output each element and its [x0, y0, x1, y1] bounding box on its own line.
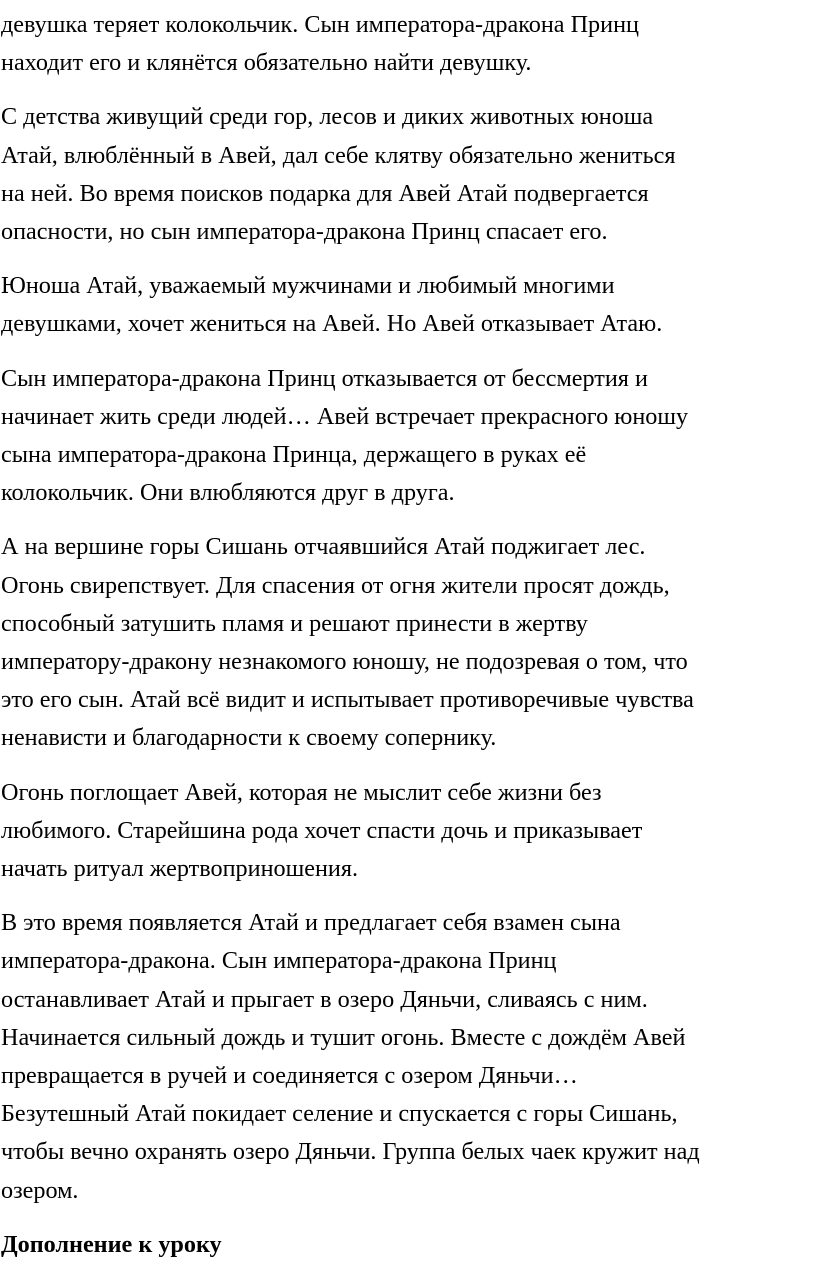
- text-line: начать ритуал жертвоприношения.: [1, 855, 359, 883]
- text-line: Огонь поглощает Авей, которая не мыслит себе жизни без: [1, 778, 602, 806]
- text-line: девушками, хочет жениться на Авей. Но Авей отказывает Атаю.: [1, 310, 663, 338]
- text-line: императору-дракону незнакомого юношу, не подозревая о том, что: [1, 648, 688, 676]
- text-line: находит его и клянётся обязательно найти девушку.: [1, 49, 532, 77]
- text-line: Огонь свирепствует. Для спасения от огня жители просят дождь,: [1, 571, 670, 599]
- text-line: С детства живущий среди гор, лесов и диких животных юноша: [1, 103, 654, 131]
- text-line: чтобы вечно охранять озеро Дяньчи. Группа белых чаек кружит над: [1, 1138, 700, 1166]
- text-line: В это время появляется Атай и предлагает себя взамен сына: [1, 909, 621, 937]
- text-line: останавливает Атай и прыгает в озеро Дяньчи, сливаясь с ним.: [1, 985, 648, 1013]
- paragraph-7: [1, 904, 816, 1210]
- paragraph-4: [1, 360, 816, 513]
- text-line: императора-дракона. Сын императора-дракона Принц: [1, 947, 557, 975]
- text-line: любимого. Старейшина рода хочет спасти дочь и приказывает: [1, 816, 643, 844]
- text-line: колокольчик. Они влюбляются друг в друга.: [1, 479, 455, 507]
- text-line: Начинается сильный дождь и тушит огонь. Вместе с дождём Авей: [1, 1023, 686, 1051]
- text-line: девушка теряет колокольчик. Сын императора-дракона Принц: [1, 11, 639, 38]
- text-line: А на вершине горы Сишань отчаявшийся Атай поджигает лес.: [1, 533, 646, 561]
- text-line: Юноша Атай, уважаемый мужчинами и любимый многими: [1, 272, 615, 300]
- paragraph-1: [1, 6, 816, 82]
- text-line: Безутешный Атай покидает селение и спускается с горы Сишань,: [1, 1100, 678, 1128]
- paragraph-2: [1, 98, 816, 251]
- paragraph-5: [1, 528, 816, 757]
- text-line: способный затушить пламя и решают принести в жертву: [1, 609, 588, 637]
- text-line: превращается в ручей и соединяется с озером Дяньчи…: [1, 1062, 578, 1090]
- text-line: озером.: [1, 1176, 79, 1204]
- text-line: сына императора-дракона Принца, держащего в руках её: [1, 441, 587, 469]
- text-line: начинает жить среди людей… Авей встречает прекрасного юношу: [1, 402, 689, 430]
- text-line: это его сын. Атай всё видит и испытывает противоречивые чувства: [1, 686, 694, 714]
- text-line: Атай, влюблённый в Авей, дал себе клятву обязательно жениться: [1, 141, 676, 169]
- paragraph-3: [1, 267, 816, 343]
- text-line: опасности, но сын императора-дракона Принц спасает его.: [1, 218, 608, 246]
- text-line: Сын императора-дракона Принц отказывается от бессмертия и: [1, 364, 648, 392]
- text-line: ненависти и благодарности к своему сопернику.: [1, 724, 497, 752]
- paragraph-6: [1, 774, 816, 889]
- text-line: на ней. Во время поисков подарка для Авей Атай подвергается: [1, 179, 649, 207]
- section-heading: Дополнение к уроку: [1, 1230, 222, 1258]
